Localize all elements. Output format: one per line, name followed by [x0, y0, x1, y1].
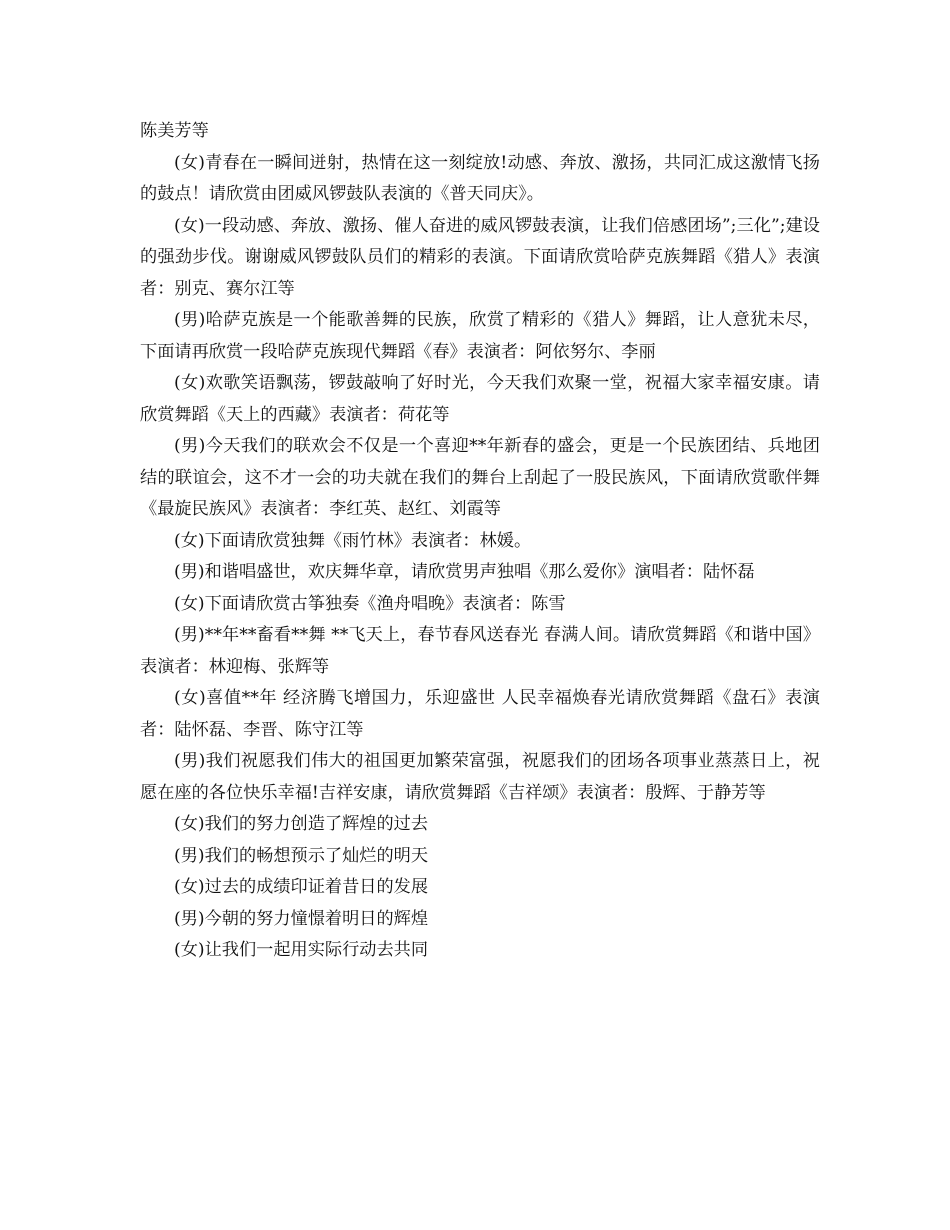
document-page	[140, 116, 820, 967]
paragraph-female-host: (女)让我们一起用实际行动去共同	[174, 940, 429, 960]
paragraph-female-host: (女)青春在一瞬间迸射，热情在这一刻绽放!动感、奔放、激扬，共同汇成这激情飞扬的鼓点！请欣赏由团威风锣鼓队表演的《普天同庆》。	[140, 152, 820, 204]
paragraph-female-host: (女)欢歌笑语飘荡，锣鼓敲响了好时光，今天我们欢聚一堂，祝福大家幸福安康。请欣赏舞蹈《天上的西藏》表演者：荷花等	[140, 373, 820, 425]
paragraph-female-host: (女)一段动感、奔放、激扬、催人奋进的威风锣鼓表演，让我们倍感团场”;三化”;建设的强劲步伐。谢谢威风锣鼓队员们的精彩的表演。下面请欣赏哈萨克族舞蹈《猎人》表演者：别克、赛尔江等	[140, 215, 820, 299]
paragraph-female-host: (女)下面请欣赏独舞《雨竹林》表演者：林媛。	[174, 530, 532, 551]
paragraph-male-host: (男)和谐唱盛世，欢庆舞华章，请欣赏男声独唱《那么爱你》演唱者：陆怀磊	[174, 562, 755, 582]
paragraph-continuation: 陈美芳等	[140, 121, 209, 141]
paragraph-female-host: (女)过去的成绩印证着昔日的发展	[174, 877, 429, 897]
paragraph-female-host: (女)我们的努力创造了辉煌的过去	[174, 814, 429, 834]
paragraph-male-host: (男)今天我们的联欢会不仅是一个喜迎**年新春的盛会，更是一个民族团结、兵地团结的联谊会，这不才一会的功夫就在我们的舞台上刮起了一股民族风，下面请欣赏歌伴舞《最旋民族风》表演者：李红英、赵红、刘霞等	[140, 436, 820, 519]
paragraph-male-host: (男)我们祝愿我们伟大的祖国更加繁荣富强，祝愿我们的团场各项事业蒸蒸日上，祝愿在座的各位快乐幸福!吉祥安康，请欣赏舞蹈《吉祥颂》表演者：殷辉、于静芳等	[140, 751, 820, 803]
paragraph-male-host: (男)哈萨克族是一个能歌善舞的民族，欣赏了精彩的《猎人》舞蹈，让人意犹未尽，下面请再欣赏一段哈萨克族现代舞蹈《春》表演者：阿依努尔、李丽	[140, 310, 820, 362]
paragraph-male-host: (男)今朝的努力憧憬着明日的辉煌	[174, 908, 429, 929]
paragraph-female-host: (女)喜值**年 经济腾飞增国力，乐迎盛世 人民幸福焕春光请欣赏舞蹈《盘石》表演者：陆怀磊、李晋、陈守江等	[140, 688, 820, 740]
paragraph-male-host: (男)**年**畜看**舞 **飞天上，春节春风送春光 春满人间。请欣赏舞蹈《和谐中国》表演者：林迎梅、张辉等	[140, 625, 820, 677]
paragraph-female-host: (女)下面请欣赏古筝独奏《渔舟唱晚》表演者：陈雪	[174, 593, 566, 614]
paragraph-male-host: (男)我们的畅想预示了灿烂的明天	[174, 845, 429, 866]
